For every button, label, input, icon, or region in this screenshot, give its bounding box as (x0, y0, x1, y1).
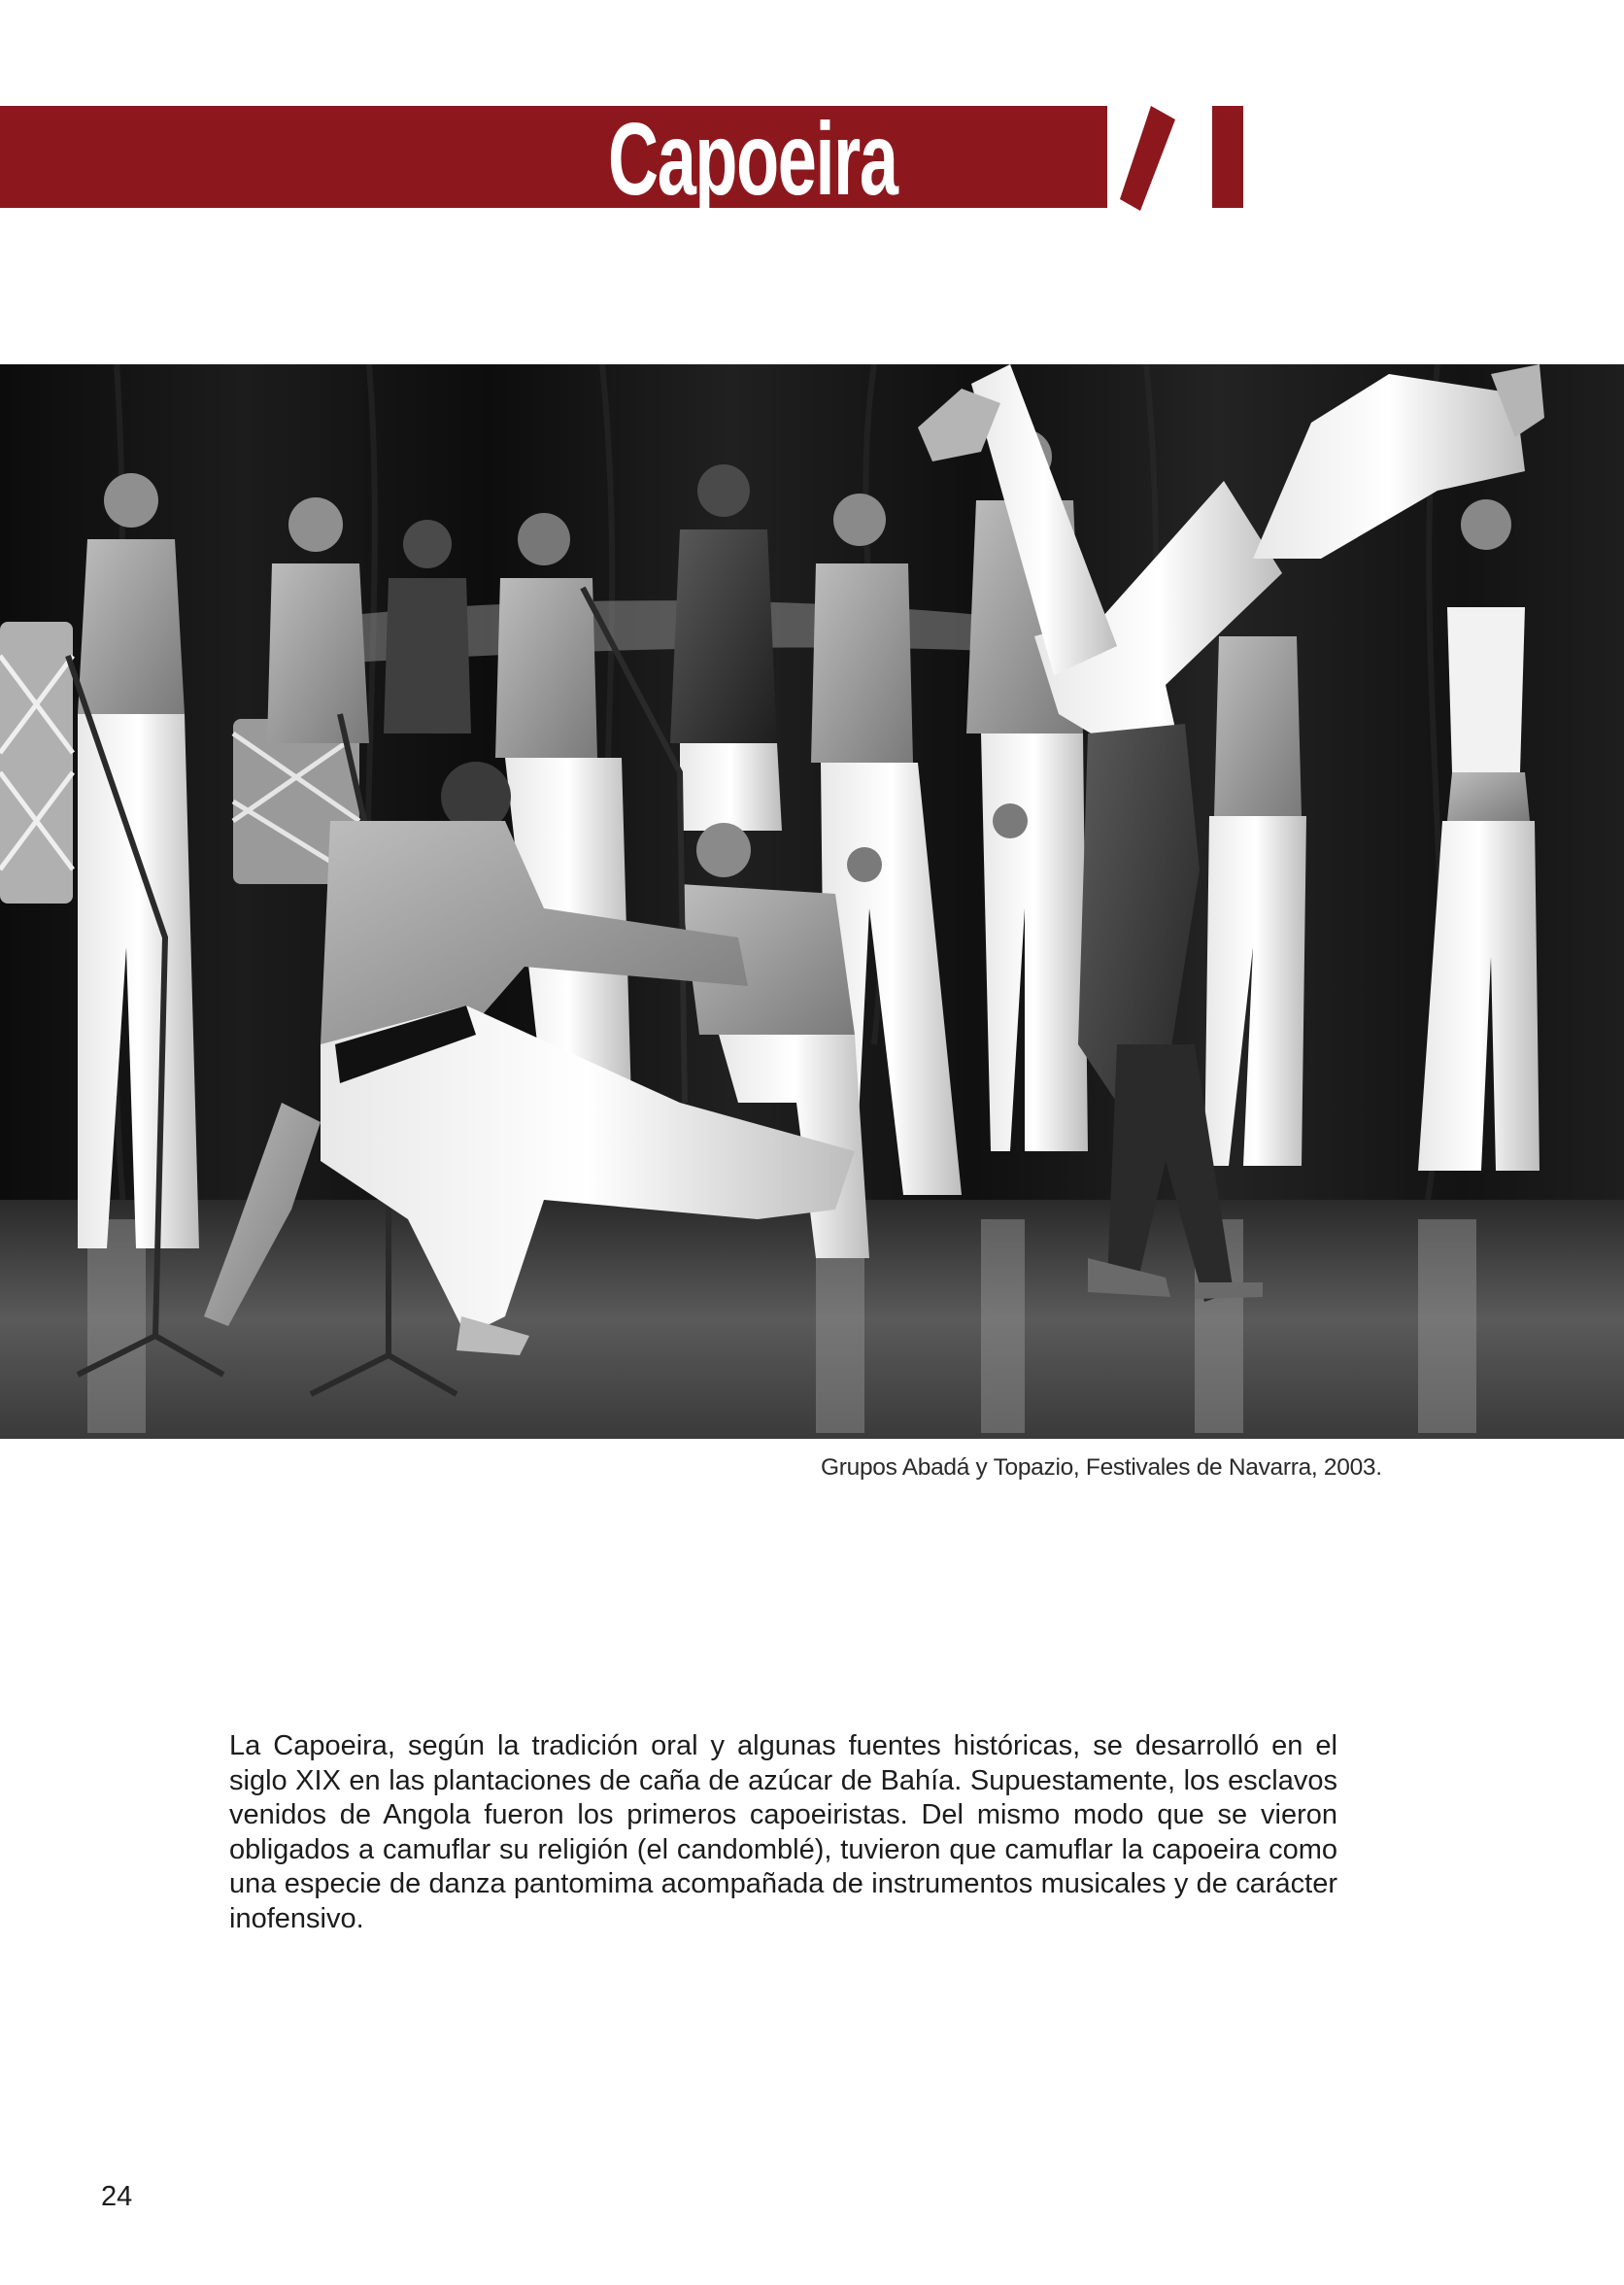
body-paragraph: La Capoeira, según la tradición oral y algunas fuentes históricas, se desarrolló en el siglo XIX en las plantaciones de caña de azúcar de Bahía. Supuestamente, los esclavos venidos de Angola fueron los primeros capoeiristas. Del mismo modo que se vieron obligados a camuflar su religión (el candomblé), tuvieron que camuflar la capoeira como una especie de danza pantomima acompañada de instrumentos musicales y de carácter inofensivo. (229, 1730, 1337, 1934)
slash-decoration-icon (1117, 102, 1204, 214)
page-title: Capoeira (608, 102, 897, 217)
title-banner (0, 106, 1107, 208)
photo-caption: Grupos Abadá y Topazio, Festivales de Navarra, 2003. (821, 1454, 1382, 1481)
page-number: 24 (101, 2181, 133, 2212)
capoeira-photo (0, 364, 1624, 1439)
title-end-bar (1212, 106, 1243, 208)
